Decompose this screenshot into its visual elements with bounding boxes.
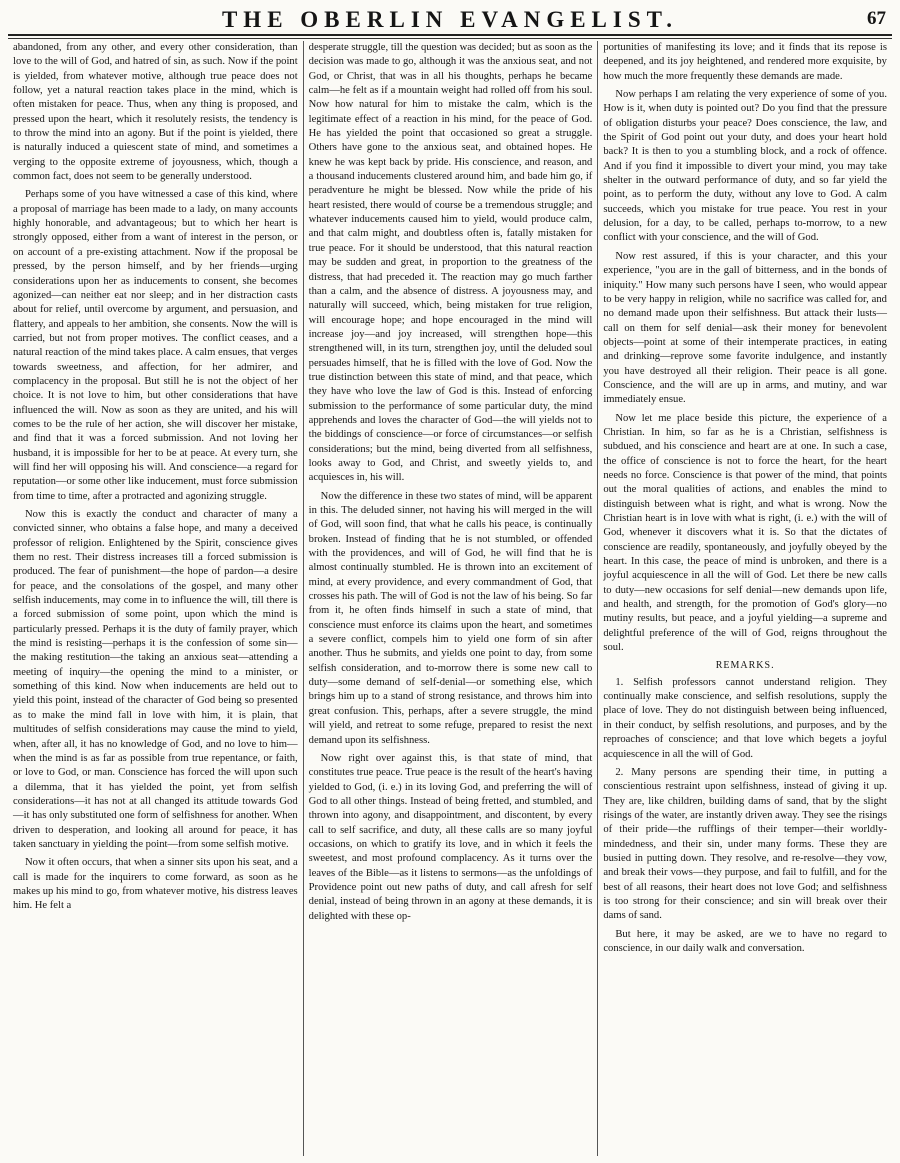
paragraph: Now perhaps I am relating the very experience of some of you. How is it, when duty is pointed out? Do you find that the pressure of obligation disturbs your peace? Does conscience, the law, and the Spirit of God point out your duty, and does your heart hold back? It is then to you a stumbling block, and a rock of offence. And if you find it impossible to divert your mind, you may take shelter in the outward performance of duty, and so far yield the point, as to perform the duty, without any love to God. A calm succeeds, which you mistake for true peace. You rest in your delusion, for a day, to be called, perhaps to-morrow, to a new conflict with your conscience, and the will of God.: [603, 89, 887, 244]
remark-paragraph: 1. Selfish professors cannot understand religion. They continually make conscience, and selfish resolutions, supply the place of love. They do not distinguish between being influenced, in their conduct, by selfish resolutions, and purposes, and by the reproaches of conscience; and that love which begets a joyful acquiescence in all the will of God.: [603, 676, 887, 760]
paragraph: Now let me place beside this picture, the experience of a Christian. In him, so far as he is a Christian, selfishness is subdued, and his conscience and heart are at one. In such a case, the office of conscience is not to force the heart, for the heart needs no force. Conscience is that power of the mind, that points out the moral qualities of actions, and enables the mind to distinguish between what is right, and what is wrong. Now the Christian heart is in love with what is right, (i. e.) with the will of God, whenever it discovers what it is. So that the dictates of conscience are readily, spontaneously, and joyfully obeyed by the heart. In this case, the peace of mind is unbroken, and there is a joyful acquiescence in all the will of God. Let there be new calls to duty—new occasions for self denial—new demands upon life, and health, and strength, for the promotion of God's glory—no mutiny results, but peace, and a joyful yielding—a supreme and delightful preference of the will of God, reigns throughout the soul.: [603, 412, 887, 654]
column-2: [303, 41, 598, 1156]
paragraph: abandoned, from any other, and every other consideration, than love to the will of God, and hatred of sin, as such. Now if the point is yielded, from whatever motive, although true peace does not follow, yet a natural reaction takes place in the mind, which is often mistaken for peace. Thus, when any thing is proposed, and pressed upon the heart, which it resolutely resists, the tendency is to throw the mind into an agony. But if the point is yielded, there is naturally induced a quiescent state of mind, and sometimes a verging to the opposite extreme of joyousness, which, though a common fact, does not seem to be generally understood.: [13, 42, 298, 183]
masthead: [8, 6, 892, 36]
column-1: [8, 41, 303, 1156]
newspaper-title: THE OBERLIN EVANGELIST.: [221, 7, 679, 32]
article-columns: [8, 41, 892, 1156]
page-number: 67: [867, 8, 886, 29]
remarks-heading: REMARKS.: [715, 660, 775, 672]
paragraph: Now right over against this, is that state of mind, that constitutes true peace. True peace is the result of the heart's having yielded to God, (i. e.) in its loving God, and preferring the will of God to all other things. Instead of being fretted, and stumbled, and thrown into agony, and disappointment, and discontent, by every call to self sacrifice, and duty, all these calls are so many joyful occasions, on which to gratify its love, and in which it feels the sweetest, and most profound complacency. As it turns over the leaves of the Bible—as it listens to sermons—as the unfoldings of Providence point out new paths of duty, and call afresh for self denial, instead of being thrown in an agony at these demands, it is delighted with these op-: [308, 752, 593, 922]
masthead-rule: [8, 38, 892, 39]
remark-paragraph: But here, it may be asked, are we to have no regard to conscience, in our daily walk and conversation.: [603, 928, 887, 954]
paragraph: Now it often occurs, that when a sinner sits upon his seat, and a call is made for the inquirers to come forward, as soon as he makes up his mind to go, from whatever motive, his distress leaves him. He felt a: [13, 857, 298, 912]
column-3: [597, 41, 892, 1156]
paragraph: desperate struggle, till the question was decided; but as soon as the decision was made to go, although it was the anxious seat, and not God, or Christ, that was in all his thoughts, perhaps he became calm—he felt as if a mountain weight had rolled off from his soul. Now how natural for him to mistake the calm, which is the legitimate effect of a reaction in his mind, for the peace of God. He has yielded the point that occasioned so great a struggle. Others have gone to the anxious seat, and obtained hopes. He knew he was kept back by pride. His conscience, and reason, and a thousand inducements clustered around him, and bade him go, if peradventure he might be blessed. Now while the pride of his heart resisted, there would of course be a tremendous struggle; and whatever inducements caused him to yield, would produce calm, and that calm might, and doubtless often is, fatally mistaken for true peace. For it should be understood, that this natural reaction may be sudden and great, in proportion to the greatness of the distress, that had preceded it. The reaction may go much farther than a calm, and the absence of distress. A joyousness may, and naturally will succeed, which, being mistaken for true religion, will encourage hope; and hope encouraged in the mind will increase joy—and joy increased, will strengthen hope—this strengthened will, in its turn, strengthen joy, until the deluded soul persuades himself, that he is filled with the love of God. Now the true distinction between this state of mind, and that peace, which they have who love the law of God is this. Instead of enforcing submission to the performance of some particular duty, the mind apprehends and loves the character of God—the will yields not to the biddings of conscience—or force of circumstances—or selfish considerations; but the mind, being diverted from all selfishness, looks away to God, and Christ, and sweetly yields to, and acquiesces in, his will.: [308, 42, 593, 484]
paragraph: portunities of manifesting its love; and it finds that its repose is deepened, and its joy heightened, and rendered more exquisite, by how much the more frequently these demands are made.: [603, 42, 887, 82]
paragraph: Now the difference in these two states of mind, will be apparent in this. The deluded sinner, not having his will merged in the will of God, will soon find, that what he calls his peace, is continually broken. Instead of finding that he is not stumbled, or offended with the providences, and will of God, he will find that he is almost continually stumbled. He is thrown into an excitement of mind, at every providence, and every commandment of God, that crosses his path. The will of God is not the law of his being. So far from it, he often finds himself in such a state of mind, that conscience must enforce its claims upon the heart, and sometimes a severe conflict, compels him to yield one form of sin after another. Thus he submits, and yields one point to day, from some selfish consideration, and to-morrow there is some new call to duty—some demand of self-denial—or something else, which brings him up to a stand of strong resistance, and throws him into great confusion. This, perhaps, after a severe struggle, the mind will yield, and retreat to some refuge, prepared to resist the next demand upon its selfishness.: [308, 490, 593, 746]
remark-paragraph: 2. Many persons are spending their time, in putting a conscientious restraint upon selfishness, instead of giving it up. They are, like children, building dams of sand, that by the slight risings of the water, are instantly driven away. They see the risings of their pride—the rufflings of their temper—their worldly-mindedness, and their sin, under many forms. These they are busied in putting down. They resolve, and re-resolve—they vow, and break their vows—they purpose, and fail to fulfill, and for the best of all reasons, their heart does not love God; and selfishness is too strong for their conscience; and sin will break over their dams of sand.: [603, 766, 887, 922]
paragraph: Perhaps some of you have witnessed a case of this kind, where a proposal of marriage has been made to a lady, on many accounts highly honorable, and advantageous; but to which her heart is strongly opposed, either from a want of interest in the person, or on account of a pre-existing attachment. Now if the proposal be pressed, by the person himself, and by her friends—urging considerations upon her as inducements to consent, she becomes agonized—can neither eat nor sleep; and in her distraction casts about for relief, until overcome by argument, and persuasion, and flattery, and appeals to her ambition, she consents. Now the will is carried, but not from proper motives. The conflict ceases, and a natural reaction of the mind takes place. A calm ensues, that verges towards sweetness, and affection, for her admirer, and complacency in the proposal. But still he is not the object of her choice. It is not love to him, but other considerations that have influenced the will. Now as soon as they are united, and his will comes to be the rule of her action, she will discover her mistake, and find that it was a forced submission. And not loving her husband, it is impossible for her to be at peace. At every turn, she will find her will opposing his will. And conscience—a regard for reputation—or some other like inducement, must force submission from time to time, after a protracted and agonizing struggle.: [13, 189, 298, 502]
paragraph: Now this is exactly the conduct and character of many a convicted sinner, who obtains a false hope, and many a deceived professor of religion. Enlightened by the Spirit, conscience gives them no rest. Their distress increases till a forced submission is produced. The fear of punishment—the hope of pardon—a desire for peace, and the consolations of the gospel, and many other selfish inducements, may come in to influence the will, till there is a forced submission of some point, upon which the mind is particularly pressed. Perhaps it is the duty of family prayer, which the mind is resisting—perhaps it is the confession of some sin—the making restitution—the taking an anxious seat—attending a meeting of inquiry—the opening the mind to a minister, or something of this kind. Now when inducements are held out to yield this point, instead of the character of God being so presented as to make the mind fall in love with him, it is plain, that multitudes of selfish considerations may cause the mind to yield, when, after all, it has no knowledge of God, and no love to him—when the mind is as far as possible from true repentance, or faith, or love to God, or man. Conscience has forced the will upon such a dilemma, that it has yielded the point, yet from selfish considerations—it has not at all changed its attitude towards God—it has only substituted one form of selfishness for another. When driven to desperation, and looking all around for peace, it has taken sanctuary in yielding the point—from some selfish motive.: [13, 509, 298, 850]
paragraph: Now rest assured, if this is your character, and this your experience, "you are in the gall of bitterness, and in the bonds of iniquity." How many such persons have I seen, who would appear to be very happy in religion, while no sacrifice was called for, and no demand made upon their selfishness. But attack their lusts—call on them for self denial—ask their money for benevolent objects—point at some of their intemperate practices, in eating and drinking—reprove some favorite indulgence, and instantly you have destroyed all their religion. Their peace is all gone. Conscience, and the will are up in arms, and mutiny, and war immediately ensue.: [603, 250, 887, 406]
